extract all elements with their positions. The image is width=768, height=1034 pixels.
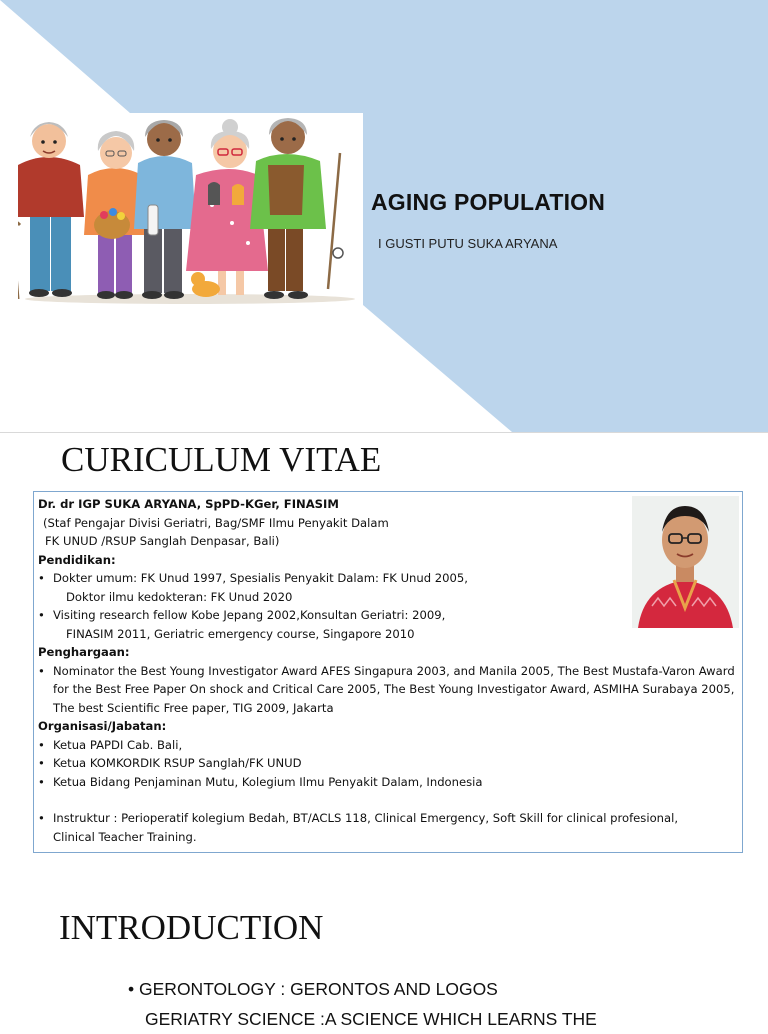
- elderly-people-icon: [18, 113, 362, 305]
- list-item: GERIATRY SCIENCE :A SCIENCE WHICH LEARNS THE: [145, 1009, 597, 1029]
- speaker-portrait-photo: [632, 496, 739, 628]
- elderly-group-illustration: [18, 113, 362, 305]
- cv-affiliation: (Staf Pengajar Divisi Geriatri, Bag/SMF Ilmu Penyakit Dalam: [43, 515, 389, 530]
- pendidikan-label: Pendidikan:: [38, 552, 116, 567]
- penghargaan-label: Penghargaan:: [38, 645, 130, 659]
- list-item: • GERONTOLOGY : GERONTOS AND LOGOS: [128, 979, 498, 999]
- list-item: • Ketua PAPDI Cab. Bali,: [38, 737, 183, 752]
- title-slide: [0, 0, 768, 432]
- introduction-list: [128, 974, 597, 1034]
- list-item: • Dokter umum: FK Unud 1997, Spesialis Penyakit Dalam: FK Unud 2005,: [38, 571, 468, 585]
- grandpa-with-bottle: [134, 120, 196, 299]
- slide-divider: [0, 432, 768, 433]
- grandpa-with-cane: [18, 122, 84, 299]
- cv-affiliation: FK UNUD /RSUP Sanglah Denpasar, Bali): [45, 534, 280, 548]
- grandpa-with-fishing-rod: [250, 118, 343, 299]
- list-item-continuation: Doktor ilmu kedokteran: FK Unud 2020: [66, 589, 293, 604]
- list-item-continuation: FINASIM 2011, Geriatric emergency course, Singapore 2010: [66, 626, 415, 641]
- list-item: • Instruktur : Perioperatif kolegium Bedah, BT/ACLS 118, Clinical Emergency, Soft Skill for clinical profesional, Clinical Teacher Training.: [38, 811, 679, 844]
- slide-title: AGING POPULATION: [371, 189, 606, 215]
- cv-heading: CURICULUM VITAE: [61, 440, 382, 479]
- cv-name: Dr. dr IGP SUKA ARYANA, SpPD-KGer, FINASIM: [38, 497, 339, 511]
- list-item: • Visiting research fellow Kobe Jepang 2002,Konsultan Geriatri: 2009,: [38, 608, 446, 622]
- list-item: • Ketua Bidang Penjaminan Mutu, Kolegium Ilmu Penyakit Dalam, Indonesia: [38, 774, 483, 789]
- cv-content: [38, 495, 735, 846]
- organisasi-label: Organisasi/Jabatan:: [38, 719, 167, 733]
- list-item: • Ketua KOMKORDIK RSUP Sanglah/FK UNUD: [38, 756, 302, 770]
- list-item: • Nominator the Best Young Investigator Award AFES Singapura 2003, and Manila 2005, The Best Mustafa-Varon Award for the Best Free Paper On shock and Critical Care 2005, The Best Young Investigator Award, ASMIHA Surabaya 2005, The best Scientific Free paper, TIG 2009, Jakarta: [38, 663, 735, 715]
- slide-subtitle: I GUSTI PUTU SUKA ARYANA: [378, 236, 558, 251]
- introduction-heading: INTRODUCTION: [59, 908, 324, 947]
